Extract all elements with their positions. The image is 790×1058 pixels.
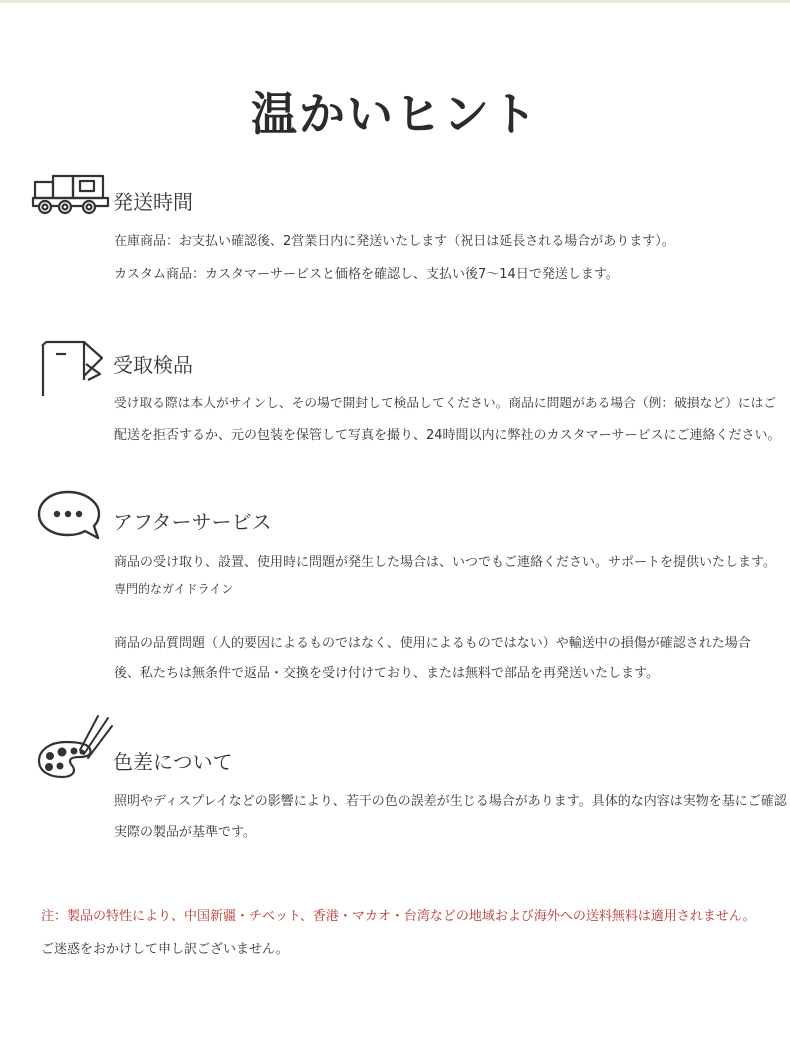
apology-note: ご迷惑をおかけして申し訳ございません。 [41,942,289,957]
shipping-text-line-1: 在庫商品：お支払い確認後、2営業日内に発送いたします（祝日は延長される場合があります）。 [114,234,675,249]
page-title: 温かいヒント [251,87,539,141]
after-sales-text-line-1: 商品の受け取り、設置、使用時に問題が発生した場合は、いつでもご連絡ください。サポートを提供いたします。 [114,555,776,570]
guideline-subheading: 専門的なガイドライン [114,582,234,596]
section-heading-after-sales: アフターサービス [113,510,272,534]
section-heading-color-difference: 色差について [113,750,233,774]
receiving-text-line-1: 受け取る際は本人がサインし、その場で開封して検品してください。商品に問題がある場合（例：破損など）にはご [114,396,777,411]
box-package-icon [38,336,108,400]
after-sales-text-line-2: 商品の品質問題（人的要因によるものではなく、使用によるものではない）や輸送中の損傷が確認された場合 [114,636,751,651]
shipping-restriction-note: 注：製品の特性により、中国新疆・チベット、香港・マカオ・台湾などの地域および海外への送料無料は適用されません。 [41,909,756,924]
shipping-text-line-2: カスタム商品：カスタマーサービスと価格を確認し、支払い後7〜14日で発送します。 [114,267,619,282]
section-heading-receiving: 受取検品 [113,353,193,377]
color-difference-text-line-2: 実際の製品が基準です。 [114,825,256,840]
paint-palette-icon [36,714,114,780]
section-heading-shipping: 発送時間 [113,190,193,214]
delivery-truck-icon [30,172,114,218]
after-sales-text-line-3: 後、私たちは無条件で返品・交換を受け付けており、または無料で部品を再発送いたします。 [114,666,659,681]
chat-bubble-icon [36,488,104,544]
receiving-text-line-2: 配送を拒否するか、元の包装を保管して写真を撮り、24時間以内に弊社のカスタマーサービスにご連絡ください。 [114,428,781,443]
top-divider [0,0,790,3]
color-difference-text-line-1: 照明やディスプレイなどの影響により、若干の色の誤差が生じる場合があります。具体的な内容は実物を基にご確認 [114,794,787,809]
